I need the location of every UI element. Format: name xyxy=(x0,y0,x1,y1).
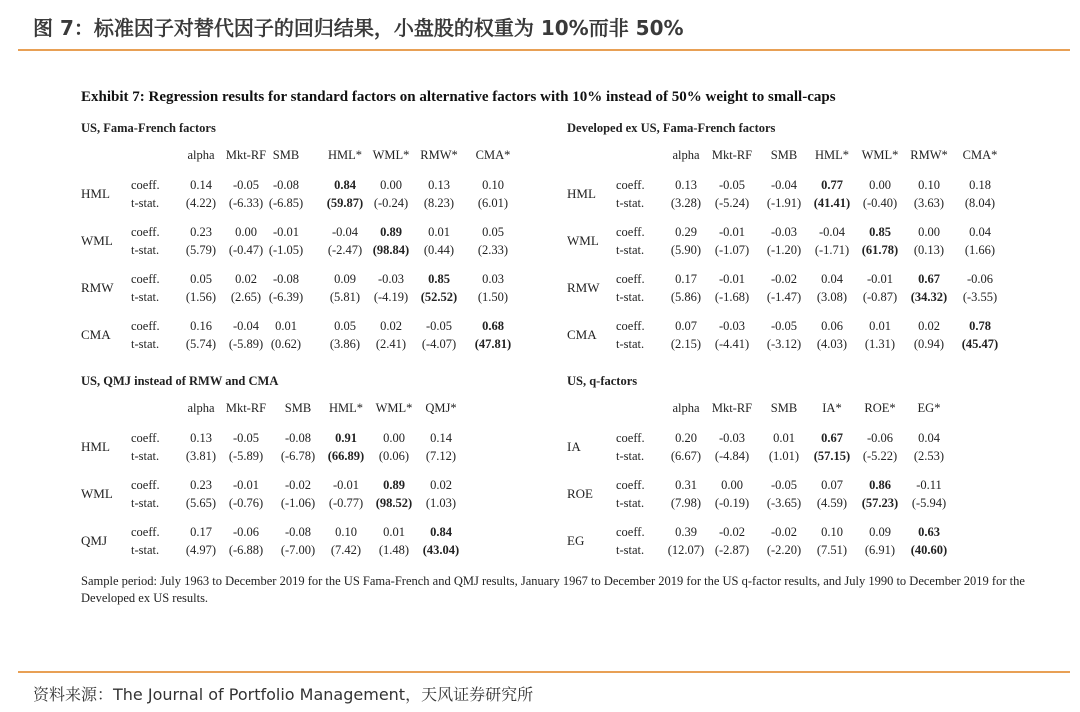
tstat-cell: (7.98) xyxy=(670,496,702,510)
coeff-cell: -0.05 xyxy=(718,178,746,192)
coeff-cell: 0.14 xyxy=(430,431,452,445)
tstat-cell: (5.65) xyxy=(185,496,217,510)
tstat-cell: (7.12) xyxy=(425,449,457,463)
tstat-cell: (3.81) xyxy=(185,449,217,463)
coeff-cell: -0.08 xyxy=(272,178,300,192)
coeff-cell: -0.01 xyxy=(866,272,894,286)
tstat-cell: (1.48) xyxy=(378,543,410,557)
tstat-cell: (5.90) xyxy=(670,243,702,257)
coeff-cell: -0.05 xyxy=(425,319,453,333)
coeff-cell: 0.67 xyxy=(918,272,940,286)
tstat-cell: (4.97) xyxy=(185,543,217,557)
coeff-cell: 0.10 xyxy=(335,525,357,539)
tstat-cell: (-0.19) xyxy=(714,496,750,510)
coeff-cell: -0.08 xyxy=(284,525,312,539)
coeff-label: coeff. xyxy=(131,225,160,239)
tstat-label: t-stat. xyxy=(616,196,645,210)
column-header: Mkt-RF xyxy=(225,401,267,415)
column-header: HML* xyxy=(327,148,363,162)
coeff-cell: 0.16 xyxy=(190,319,212,333)
tstat-cell: (-0.76) xyxy=(228,496,264,510)
tstat-cell: (6.91) xyxy=(864,543,896,557)
coeff-cell: 0.13 xyxy=(190,431,212,445)
coeff-cell: -0.02 xyxy=(770,272,798,286)
sample-period-note: Sample period: July 1963 to December 2019 for the US Fama-French and QMJ results, January 1967 to December 2019 for the US q-factor results, and July 1990 to December 2019 for the Developed ex US results. xyxy=(81,574,1025,605)
tstat-cell: (43.04) xyxy=(422,543,460,557)
tstat-cell: (5.74) xyxy=(185,337,217,351)
coeff-cell: 0.20 xyxy=(675,431,697,445)
tstat-cell: (6.67) xyxy=(670,449,702,463)
coeff-cell: 0.17 xyxy=(675,272,697,286)
column-header: SMB xyxy=(770,148,798,162)
tstat-cell: (1.01) xyxy=(768,449,800,463)
panel-developed-ex-us xyxy=(567,121,1037,361)
panel-title: US, Fama-French factors xyxy=(81,121,216,135)
coeff-label: coeff. xyxy=(131,431,160,445)
coeff-cell: -0.06 xyxy=(966,272,994,286)
coeff-cell: 0.02 xyxy=(430,478,452,492)
tstat-cell: (34.32) xyxy=(910,290,948,304)
tstat-cell: (-5.22) xyxy=(862,449,898,463)
coeff-cell: 0.77 xyxy=(821,178,843,192)
coeff-cell: 0.00 xyxy=(380,178,402,192)
coeff-cell: 0.23 xyxy=(190,225,212,239)
tstat-cell: (40.60) xyxy=(910,543,948,557)
coeff-cell: 0.84 xyxy=(334,178,356,192)
coeff-cell: 0.01 xyxy=(428,225,450,239)
tstat-cell: (4.22) xyxy=(185,196,217,210)
coeff-cell: 0.85 xyxy=(869,225,891,239)
tstat-cell: (59.87) xyxy=(326,196,364,210)
coeff-cell: 0.00 xyxy=(235,225,257,239)
column-header: EG* xyxy=(917,401,941,415)
source-line: 资料来源：The Journal of Portfolio Management，天风证券研究所 xyxy=(33,685,534,704)
column-header: Mkt-RF xyxy=(711,148,753,162)
tstat-cell: (-7.00) xyxy=(280,543,316,557)
tstat-cell: (-4.84) xyxy=(714,449,750,463)
column-header: IA* xyxy=(822,401,842,415)
coeff-label: coeff. xyxy=(131,178,160,192)
coeff-label: coeff. xyxy=(616,272,645,286)
tstat-cell: (47.81) xyxy=(474,337,512,351)
tstat-cell: (8.23) xyxy=(423,196,455,210)
tstat-label: t-stat. xyxy=(131,496,160,510)
tstat-cell: (-2.87) xyxy=(714,543,750,557)
tstat-cell: (45.47) xyxy=(961,337,999,351)
coeff-cell: 0.39 xyxy=(675,525,697,539)
coeff-cell: 0.10 xyxy=(821,525,843,539)
coeff-cell: 0.01 xyxy=(383,525,405,539)
coeff-cell: 0.05 xyxy=(482,225,504,239)
tstat-cell: (61.78) xyxy=(861,243,899,257)
tstat-cell: (-1.20) xyxy=(766,243,802,257)
tstat-cell: (1.03) xyxy=(425,496,457,510)
coeff-cell: 0.63 xyxy=(918,525,940,539)
tstat-cell: (0.13) xyxy=(913,243,945,257)
tstat-cell: (3.08) xyxy=(816,290,848,304)
row-label: HML xyxy=(81,186,110,201)
coeff-label: coeff. xyxy=(131,319,160,333)
tstat-cell: (52.52) xyxy=(420,290,458,304)
tstat-label: t-stat. xyxy=(131,196,160,210)
row-label: HML xyxy=(81,439,110,454)
row-label: RMW xyxy=(81,280,114,295)
coeff-cell: -0.04 xyxy=(331,225,359,239)
coeff-cell: -0.05 xyxy=(770,478,798,492)
tstat-cell: (0.94) xyxy=(913,337,945,351)
tstat-cell: (-1.07) xyxy=(714,243,750,257)
tstat-cell: (-3.55) xyxy=(962,290,998,304)
tstat-cell: (-2.20) xyxy=(766,543,802,557)
tstat-cell: (-5.89) xyxy=(228,449,264,463)
coeff-cell: 0.29 xyxy=(675,225,697,239)
tstat-cell: (3.28) xyxy=(670,196,702,210)
coeff-cell: -0.02 xyxy=(284,478,312,492)
coeff-cell: 0.89 xyxy=(383,478,405,492)
tstat-cell: (-5.24) xyxy=(714,196,750,210)
coeff-cell: 0.00 xyxy=(383,431,405,445)
coeff-cell: -0.03 xyxy=(718,319,746,333)
coeff-cell: -0.08 xyxy=(284,431,312,445)
column-header: CMA* xyxy=(962,148,998,162)
coeff-cell: -0.11 xyxy=(916,478,942,492)
coeff-cell: 0.09 xyxy=(869,525,891,539)
panel-us-qmj xyxy=(81,374,521,564)
tstat-cell: (-6.88) xyxy=(228,543,264,557)
coeff-label: coeff. xyxy=(616,478,645,492)
tstat-cell: (-1.05) xyxy=(268,243,304,257)
coeff-cell: 0.00 xyxy=(869,178,891,192)
column-header: SMB xyxy=(284,401,312,415)
coeff-cell: 0.09 xyxy=(334,272,356,286)
coeff-cell: 0.31 xyxy=(675,478,697,492)
tstat-cell: (3.86) xyxy=(329,337,361,351)
coeff-cell: 0.10 xyxy=(482,178,504,192)
coeff-cell: 0.06 xyxy=(821,319,843,333)
coeff-cell: 0.84 xyxy=(430,525,452,539)
column-header: WML* xyxy=(861,148,899,162)
tstat-cell: (1.56) xyxy=(185,290,217,304)
coeff-cell: -0.03 xyxy=(377,272,405,286)
column-header: alpha xyxy=(187,401,215,415)
panel-title: US, q-factors xyxy=(567,374,638,388)
tstat-cell: (-1.68) xyxy=(714,290,750,304)
coeff-label: coeff. xyxy=(616,225,645,239)
coeff-cell: 0.05 xyxy=(334,319,356,333)
tstat-cell: (-0.87) xyxy=(862,290,898,304)
tstat-cell: (1.31) xyxy=(864,337,896,351)
tstat-cell: (41.41) xyxy=(813,196,851,210)
column-header: QMJ* xyxy=(425,401,457,415)
coeff-cell: -0.03 xyxy=(718,431,746,445)
tstat-label: t-stat. xyxy=(616,496,645,510)
tstat-label: t-stat. xyxy=(131,337,160,351)
tstat-label: t-stat. xyxy=(131,449,160,463)
top-divider xyxy=(18,49,1070,51)
tstat-cell: (0.44) xyxy=(423,243,455,257)
tstat-cell: (66.89) xyxy=(327,449,365,463)
coeff-cell: -0.02 xyxy=(718,525,746,539)
tstat-cell: (-6.78) xyxy=(280,449,316,463)
coeff-cell: -0.08 xyxy=(272,272,300,286)
tstat-cell: (-4.19) xyxy=(373,290,409,304)
coeff-cell: 0.68 xyxy=(482,319,504,333)
tstat-cell: (5.86) xyxy=(670,290,702,304)
column-header: SMB xyxy=(272,148,300,162)
tstat-cell: (12.07) xyxy=(667,543,705,557)
panel-title: Developed ex US, Fama-French factors xyxy=(567,121,776,135)
row-label: ROE xyxy=(567,486,593,501)
panel-us-q-factors xyxy=(567,374,1037,564)
tstat-cell: (8.04) xyxy=(964,196,996,210)
tstat-cell: (5.79) xyxy=(185,243,217,257)
exhibit-title: Exhibit 7: Regression results for standard factors on alternative factors with 10% instead of 50% weight to small-caps xyxy=(81,89,836,105)
column-header: CMA* xyxy=(475,148,511,162)
coeff-cell: 0.02 xyxy=(380,319,402,333)
coeff-cell: -0.01 xyxy=(272,225,300,239)
coeff-cell: 0.78 xyxy=(969,319,991,333)
tstat-cell: (-5.89) xyxy=(228,337,264,351)
tstat-cell: (-1.91) xyxy=(766,196,802,210)
tstat-cell: (-0.77) xyxy=(328,496,364,510)
tstat-label: t-stat. xyxy=(616,337,645,351)
coeff-cell: 0.86 xyxy=(869,478,891,492)
tstat-label: t-stat. xyxy=(616,449,645,463)
column-header: alpha xyxy=(187,148,215,162)
row-label: WML xyxy=(81,486,113,501)
coeff-cell: 0.85 xyxy=(428,272,450,286)
tstat-cell: (-0.40) xyxy=(862,196,898,210)
tstat-cell: (2.53) xyxy=(913,449,945,463)
coeff-cell: 0.89 xyxy=(380,225,402,239)
coeff-cell: 0.05 xyxy=(190,272,212,286)
coeff-cell: 0.01 xyxy=(773,431,795,445)
tstat-cell: (-2.47) xyxy=(327,243,363,257)
coeff-cell: -0.01 xyxy=(232,478,260,492)
coeff-cell: -0.04 xyxy=(770,178,798,192)
coeff-cell: 0.00 xyxy=(721,478,743,492)
tstat-cell: (4.03) xyxy=(816,337,848,351)
tstat-cell: (-1.06) xyxy=(280,496,316,510)
tstat-label: t-stat. xyxy=(616,243,645,257)
coeff-cell: 0.04 xyxy=(969,225,991,239)
tstat-cell: (57.23) xyxy=(861,496,899,510)
coeff-cell: -0.04 xyxy=(818,225,846,239)
coeff-cell: -0.01 xyxy=(718,225,746,239)
column-header: SMB xyxy=(770,401,798,415)
tstat-label: t-stat. xyxy=(616,543,645,557)
tstat-cell: (-6.39) xyxy=(268,290,304,304)
tstat-cell: (0.06) xyxy=(378,449,410,463)
tstat-cell: (-4.07) xyxy=(421,337,457,351)
coeff-cell: -0.05 xyxy=(232,178,260,192)
tstat-cell: (1.66) xyxy=(964,243,996,257)
column-header: RMW* xyxy=(910,148,948,162)
tstat-cell: (2.15) xyxy=(670,337,702,351)
column-header: Mkt-RF xyxy=(225,148,267,162)
coeff-cell: 0.13 xyxy=(428,178,450,192)
coeff-label: coeff. xyxy=(616,178,645,192)
coeff-cell: 0.07 xyxy=(821,478,843,492)
tstat-cell: (-6.85) xyxy=(268,196,304,210)
coeff-cell: -0.05 xyxy=(770,319,798,333)
tstat-label: t-stat. xyxy=(131,243,160,257)
tstat-label: t-stat. xyxy=(131,543,160,557)
coeff-cell: 0.01 xyxy=(275,319,297,333)
coeff-cell: 0.17 xyxy=(190,525,212,539)
coeff-cell: -0.01 xyxy=(332,478,360,492)
column-header: ROE* xyxy=(864,401,896,415)
tstat-cell: (-1.47) xyxy=(766,290,802,304)
coeff-cell: 0.13 xyxy=(675,178,697,192)
tstat-cell: (3.63) xyxy=(913,196,945,210)
coeff-label: coeff. xyxy=(616,431,645,445)
tstat-label: t-stat. xyxy=(616,290,645,304)
tstat-cell: (1.50) xyxy=(477,290,509,304)
row-label: QMJ xyxy=(81,533,108,548)
tstat-cell: (-4.41) xyxy=(714,337,750,351)
coeff-cell: -0.03 xyxy=(770,225,798,239)
coeff-cell: -0.06 xyxy=(866,431,894,445)
coeff-cell: -0.04 xyxy=(232,319,260,333)
coeff-label: coeff. xyxy=(131,478,160,492)
coeff-label: coeff. xyxy=(616,525,645,539)
tstat-cell: (57.15) xyxy=(813,449,851,463)
column-header: WML* xyxy=(372,148,410,162)
tstat-cell: (-6.33) xyxy=(228,196,264,210)
column-header: HML* xyxy=(328,401,364,415)
coeff-cell: 0.10 xyxy=(918,178,940,192)
tstat-cell: (98.52) xyxy=(375,496,413,510)
column-header: Mkt-RF xyxy=(711,401,753,415)
bottom-divider xyxy=(18,671,1070,673)
column-header: WML* xyxy=(375,401,413,415)
coeff-cell: -0.02 xyxy=(770,525,798,539)
tstat-cell: (-0.24) xyxy=(373,196,409,210)
tstat-cell: (-3.65) xyxy=(766,496,802,510)
coeff-cell: 0.02 xyxy=(235,272,257,286)
column-header: HML* xyxy=(814,148,850,162)
coeff-cell: 0.04 xyxy=(918,431,940,445)
coeff-cell: 0.23 xyxy=(190,478,212,492)
tstat-cell: (-1.71) xyxy=(814,243,850,257)
tstat-cell: (2.41) xyxy=(375,337,407,351)
panel-us-fama-french xyxy=(81,121,521,361)
coeff-cell: 0.03 xyxy=(482,272,504,286)
coeff-cell: 0.07 xyxy=(675,319,697,333)
row-label: CMA xyxy=(81,327,111,342)
tstat-cell: (7.51) xyxy=(816,543,848,557)
tstat-cell: (-5.94) xyxy=(911,496,947,510)
coeff-cell: -0.05 xyxy=(232,431,260,445)
coeff-cell: -0.01 xyxy=(718,272,746,286)
figure-title: 图 7：标准因子对替代因子的回归结果，小盘股的权重为 10%而非 50% xyxy=(33,16,684,40)
coeff-cell: 0.02 xyxy=(918,319,940,333)
tstat-cell: (7.42) xyxy=(330,543,362,557)
coeff-label: coeff. xyxy=(131,272,160,286)
tstat-cell: (6.01) xyxy=(477,196,509,210)
coeff-cell: -0.06 xyxy=(232,525,260,539)
coeff-cell: 0.67 xyxy=(821,431,843,445)
row-label: WML xyxy=(567,233,599,248)
column-header: alpha xyxy=(672,401,700,415)
tstat-label: t-stat. xyxy=(131,290,160,304)
tstat-cell: (4.59) xyxy=(816,496,848,510)
tstat-cell: (2.33) xyxy=(477,243,509,257)
column-header: alpha xyxy=(672,148,700,162)
tstat-cell: (98.84) xyxy=(372,243,410,257)
row-label: RMW xyxy=(567,280,600,295)
coeff-label: coeff. xyxy=(616,319,645,333)
row-label: HML xyxy=(567,186,596,201)
row-label: IA xyxy=(567,439,581,454)
row-label: WML xyxy=(81,233,113,248)
coeff-cell: 0.00 xyxy=(918,225,940,239)
coeff-cell: 0.01 xyxy=(869,319,891,333)
tstat-cell: (0.62) xyxy=(270,337,302,351)
tstat-cell: (5.81) xyxy=(329,290,361,304)
panel-title: US, QMJ instead of RMW and CMA xyxy=(81,374,279,388)
coeff-cell: 0.91 xyxy=(335,431,357,445)
tstat-cell: (-0.47) xyxy=(228,243,264,257)
coeff-label: coeff. xyxy=(131,525,160,539)
tstat-cell: (2.65) xyxy=(230,290,262,304)
coeff-cell: 0.18 xyxy=(969,178,991,192)
coeff-cell: 0.14 xyxy=(190,178,212,192)
row-label: CMA xyxy=(567,327,597,342)
column-header: RMW* xyxy=(420,148,458,162)
row-label: EG xyxy=(567,533,585,548)
coeff-cell: 0.04 xyxy=(821,272,843,286)
tstat-cell: (-3.12) xyxy=(766,337,802,351)
